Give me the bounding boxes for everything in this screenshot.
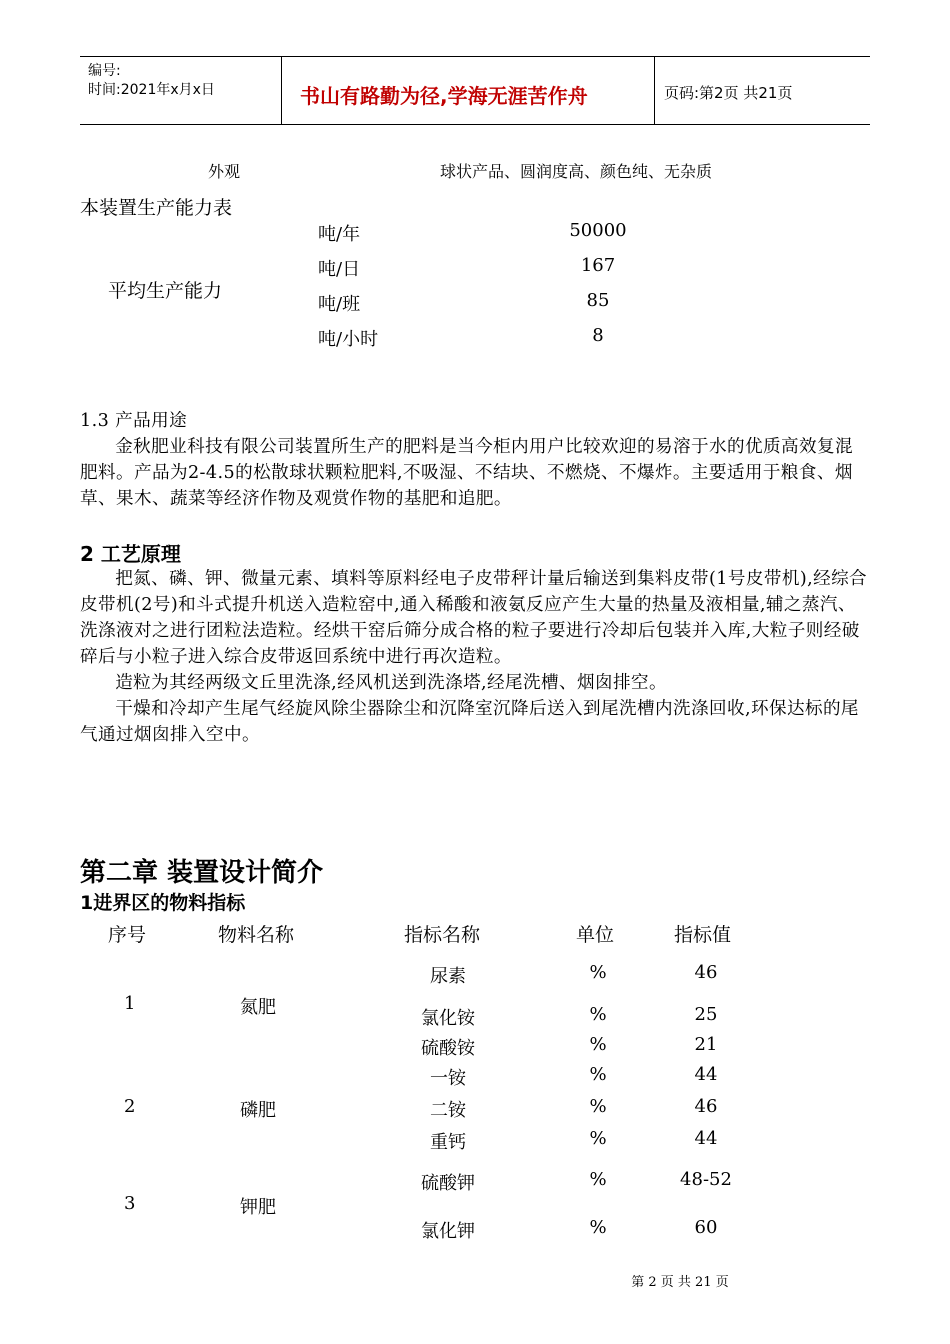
header-bottom-rule — [80, 124, 870, 125]
group-number: 1 — [124, 993, 136, 1014]
index-name: 氯化钾 — [421, 1221, 475, 1242]
unit: % — [589, 1169, 607, 1190]
capacity-unit: 吨/班 — [318, 294, 361, 315]
group-name: 磷肥 — [240, 1100, 276, 1121]
capacity-value: 85 — [586, 290, 610, 311]
capacity-unit: 吨/日 — [318, 259, 361, 280]
principle-paragraph: 干燥和冷却产生尾气经旋风除尘器除尘和沉降室沉降后送入到尾洗槽内洗涤回收,环保达标的尾气通过烟囱排入空中。 — [80, 699, 859, 745]
col-header: 序号 — [108, 924, 147, 946]
unit: % — [589, 1128, 607, 1149]
page-footer: 第 2 页 共 21 页 — [631, 1275, 729, 1290]
chapter-title: 第二章 装置设计简介 — [80, 858, 324, 888]
index-name: 一铵 — [430, 1068, 466, 1089]
index-name: 二铵 — [430, 1100, 466, 1121]
header-top-rule — [80, 56, 870, 57]
col-header: 指标值 — [674, 924, 732, 946]
header-motto: 书山有路勤为径,学海无涯苦作舟 — [300, 84, 588, 108]
capacity-unit: 吨/年 — [318, 224, 361, 245]
principle-heading: 2 工艺原理 — [80, 542, 181, 566]
usage-heading: 1.3 产品用途 — [80, 411, 188, 431]
usage-section — [80, 408, 870, 512]
header-page-info: 页码:第2页 共21页 — [664, 84, 793, 102]
index-value: 48-52 — [680, 1169, 732, 1190]
principle-section — [80, 566, 870, 748]
col-header: 物料名称 — [218, 924, 295, 946]
capacity-title: 本装置生产能力表 — [80, 197, 233, 219]
group-number: 3 — [124, 1193, 136, 1214]
principle-paragraph: 造粒为其经两级文丘里洗涤,经风机送到洗涤塔,经尾洗槽、烟囱排空。 — [115, 673, 667, 693]
capacity-row-label: 平均生产能力 — [108, 280, 223, 302]
header-divider-right — [654, 56, 655, 125]
capacity-unit: 吨/小时 — [318, 329, 379, 350]
unit: % — [589, 1004, 607, 1025]
col-header: 指标名称 — [404, 924, 481, 946]
group-name: 钾肥 — [240, 1197, 276, 1218]
index-name: 重钙 — [430, 1132, 466, 1153]
index-value: 46 — [694, 1096, 718, 1117]
group-number: 2 — [124, 1096, 136, 1117]
unit: % — [589, 1064, 607, 1085]
capacity-value: 50000 — [569, 220, 627, 241]
unit: % — [589, 1096, 607, 1117]
index-name: 硫酸钾 — [421, 1173, 475, 1194]
index-name: 氯化铵 — [421, 1008, 475, 1029]
appearance-value: 球状产品、圆润度高、颜色纯、无杂质 — [440, 162, 713, 181]
index-value: 46 — [694, 962, 718, 983]
header-code-label: 编号: — [88, 63, 121, 79]
unit: % — [589, 1217, 607, 1238]
col-header: 单位 — [576, 924, 615, 946]
index-value: 25 — [694, 1004, 718, 1025]
index-value: 44 — [694, 1064, 718, 1085]
principle-paragraph: 把氮、磷、钾、微量元素、填料等原料经电子皮带秤计量后输送到集料皮带(1号皮带机),经综合皮带机(2号)和斗式提升机送入造粒窑中,通入稀酸和液氨反应产生大量的热量及液相量,辅之蒸汽、洗涤液对之进行团粒法造粒。经烘干窑后筛分成合格的粒子要进行冷却后包装并入库,大粒子则经破碎后与小粒子进入综合皮带返回系统中进行再次造粒。 — [80, 569, 868, 667]
index-value: 21 — [694, 1034, 718, 1055]
usage-text: 金秋肥业科技有限公司装置所生产的肥料是当今柜内用户比较欢迎的易溶于水的优质高效复混肥料。产品为2-4.5的松散球状颗粒肥料,不吸湿、不结块、不燃烧、不爆炸。主要适用于粮食、烟草、果木、蔬菜等经济作物及观赏作物的基肥和追肥。 — [80, 437, 853, 509]
header-time-label: 时间:2021年x月x日 — [88, 82, 215, 98]
index-name: 尿素 — [430, 966, 466, 987]
unit: % — [589, 962, 607, 983]
capacity-value: 8 — [592, 325, 604, 346]
index-name: 硫酸铵 — [421, 1038, 475, 1059]
appearance-label: 外观 — [208, 162, 241, 181]
section-title: 1进界区的物料指标 — [80, 892, 246, 914]
group-name: 氮肥 — [240, 997, 276, 1018]
header-divider-left — [281, 56, 282, 125]
capacity-value: 167 — [580, 255, 616, 276]
index-value: 60 — [694, 1217, 718, 1238]
unit: % — [589, 1034, 607, 1055]
index-value: 44 — [694, 1128, 718, 1149]
